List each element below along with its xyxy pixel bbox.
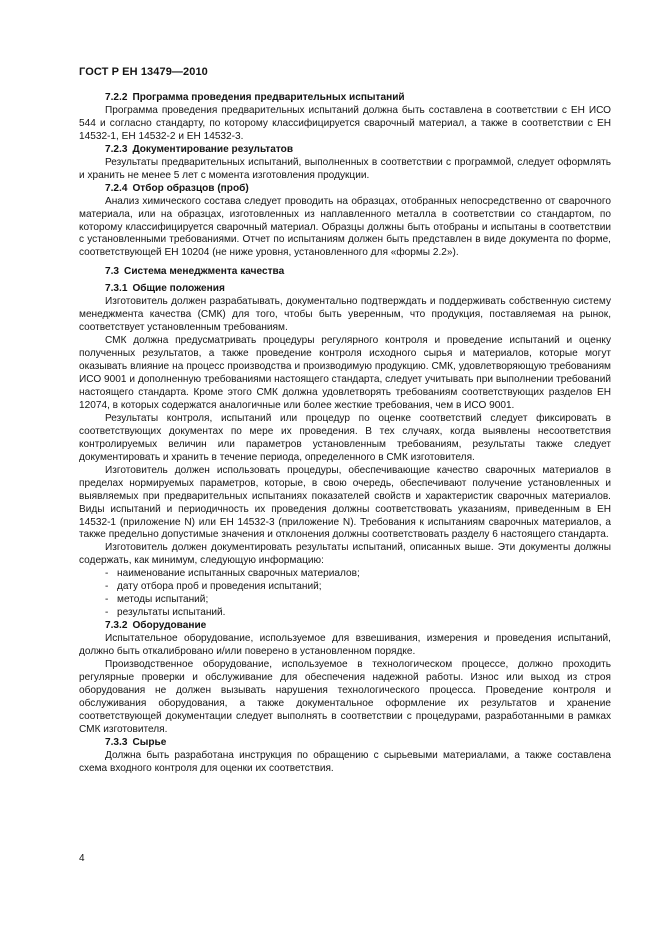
paragraph: Производственное оборудование, используемое в технологическом процессе, должно проходить регулярные проверки и обслуживание для обеспечения надежной работы. Износ или выход из строя оборудования не должен вызывать нарушения технологического процесса. Проведение контроля и обслуживания оборудования, а также документальное оформление их результатов и хранение соответствующей документации следует выполнять в соответствии с процедурами, разработанными в рамках СМК изготовителя.: [79, 658, 611, 735]
section-heading: [79, 266, 611, 279]
paragraph: Анализ химического состава следует проводить на образцах, отобранных непосредственно от сварочного материала, или на образцах, изготовленных из наплавленного металла в соответствии со стандартом, по которому классифицируется сварочный материал. Образцы должны быть отобраны и испытаны в соответствии с установленными требованиями. Отчет по испытаниям должен быть представлен в виде документа по форме, соответствующей ЕН 10204 (не ниже уровня, установленного для «формы 2.2»).: [79, 195, 611, 259]
paragraph: Результаты предварительных испытаний, выполненных в соответствии с программой, следует оформлять и хранить не менее 5 лет с момента изготовления продукции.: [79, 156, 611, 181]
paragraph: Изготовитель должен документировать результаты испытаний, описанных выше. Эти документы должны содержать, как минимум, следующую информацию:: [79, 542, 611, 567]
section-number: 7.2.4: [105, 182, 128, 194]
section-heading: [79, 92, 611, 105]
section-heading: [79, 283, 611, 296]
section-title: Система менеджмента качества: [124, 266, 285, 278]
paragraph: Должна быть разработана инструкция по обращению с сырьевыми материалами, а также составлена схема входного контроля для оценки их соответствия.: [79, 749, 611, 774]
list-item: [105, 568, 611, 581]
section-title: Документирование результатов: [132, 143, 294, 155]
list-item-text: дату отбора проб и проведения испытаний;: [117, 581, 322, 593]
section-title: Общие положения: [132, 283, 225, 295]
list-item-text: методы испытаний;: [117, 594, 209, 606]
section-number: 7.2.3: [105, 143, 128, 155]
section-number: 7.3.3: [105, 736, 128, 748]
paragraph: Результаты контроля, испытаний или процедур по оценке соответствий следует фиксировать в соответствующих документах по мере их проведения. В тех случаях, когда выявлены несоответствия контролируемых величин или параметров установленным требованиям, результаты также следует документировать и хранить в течение периода, определенного в СМК изготовителя.: [79, 412, 611, 463]
section-heading: [79, 183, 611, 196]
paragraph: Программа проведения предварительных испытаний должна быть составлена в соответствии с ЕН ИСО 544 и согласно стандарту, по которому классифицируется сварочный материал, а также в соответствии с ЕН 14532-1, ЕН 14532-2 и ЕН 14532-3.: [79, 104, 611, 142]
section-title: Отбор образцов (проб): [132, 182, 249, 194]
section-title: Оборудование: [132, 620, 207, 632]
info-list: [79, 568, 611, 620]
list-item: [105, 594, 611, 607]
paragraph: Изготовитель должен разрабатывать, документально подтверждать и поддерживать собственную систему менеджмента качества (СМК) для того, чтобы быть уверенным, что продукция, поставляемая на рынок, соответствует установленным требованиям.: [79, 296, 611, 334]
section-number: 7.3.1: [105, 283, 128, 295]
list-item: [105, 607, 611, 620]
paragraph: Испытательное оборудование, используемое для взвешивания, измерения и проведения испытаний, должно быть откалибровано и/или поверено в установленном порядке.: [79, 633, 611, 658]
section-title: Сырье: [132, 736, 167, 748]
paragraph: СМК должна предусматривать процедуры регулярного контроля и проведение испытаний и оценку полученных результатов, а также проведение контроля исходного сырья и материалов, которые могут оказывать влияние на процесс производства и производимую продукцию. СМК, удовлетворяющую требованиям ИСО 9001 и дополненную требованиями настоящего стандарта, следует учитывать при выполнении требований настоящего стандарта. Кроме этого СМК должна удовлетворять требованиям соответствующих разделов ЕН 12074, в которых содержатся аналогичные или более жесткие требования, чем в ИСО 9001.: [79, 335, 611, 411]
paragraph: Изготовитель должен использовать процедуры, обеспечивающие качество сварочных материалов в пределах нормируемых параметров, которые, в свою очередь, обеспечивают получение установленных и выявляемых при предварительных испытаниях показателей свойств и характеристик сварочных материалов. Виды испытаний и периодичность их проведения должны соответствовать указаниям, приведенным в ЕН 14532-1 (приложение N) или ЕН 14532-3 (приложение N). Требования к испытаниям сварочных материалов, а также предельно допустимые значения и отклонения должны соответствовать разделу 6 настоящего стандарта.: [79, 464, 611, 541]
section-title: Программа проведения предварительных испытаний: [132, 92, 405, 103]
section-heading: [79, 737, 611, 750]
section-number: 7.3: [105, 266, 120, 278]
document-body: [79, 92, 611, 776]
document-header: ГОСТ Р ЕН 13479—2010: [79, 66, 208, 78]
list-item: [105, 581, 611, 594]
list-item-text: наименование испытанных сварочных материалов;: [117, 568, 360, 580]
section-number: 7.2.2: [105, 92, 128, 103]
list-item-text: результаты испытаний.: [117, 607, 226, 619]
section-number: 7.3.2: [105, 620, 128, 632]
section-heading: [79, 620, 611, 633]
section-heading: [79, 144, 611, 157]
page-number: 4: [79, 853, 85, 864]
